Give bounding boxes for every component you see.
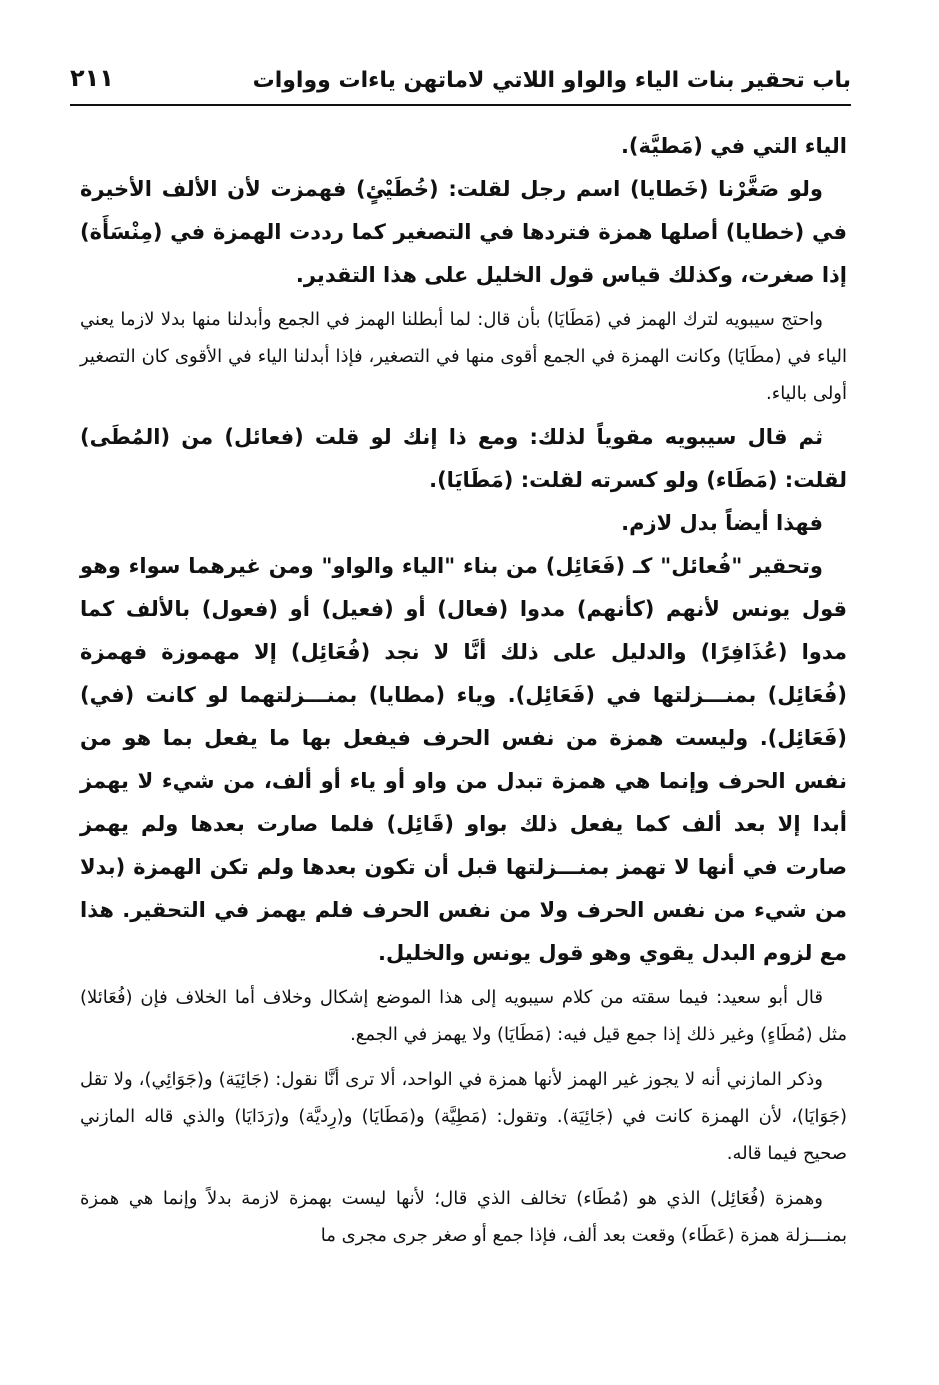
paragraph-7: قال أبو سعيد: فيما سقته من كلام سيبويه إلى هذا الموضع إشكال وخلاف أما الخلاف فإن (فُعَائلا) مثل (مُطَاءٍ) وغير ذلك إذا جمع قيل فيه: (مَطَايَا) ولا يهمز في الجمع. — [80, 987, 847, 1045]
paragraph-8: وذكر المازني أنه لا يجوز غير الهمز لأنها همزة في الواحد، ألا ترى أنَّا نقول: (جَائِيَة) و(جَوَائِي)، ولا تقل (جَوَايَا)، لأن الهمزة كانت في (جَائِيَة). وتقول: (مَطِيَّة) و(مَطَايَا) و(رِديَّة) و(رَدَايَا) والذي قاله المازني صحيح فيما قاله. — [80, 1069, 847, 1164]
paragraph-2: ولو صَغَّرْنا (خَطايا) اسم رجل لقلت: (خُطَيْئٍ) فهمزت لأن الألف الأخيرة في (خطايا) أصلها همزة فتردها في التصغير كما رددت الهمزة في (مِنْسَأَة) إذا صغرت، وكذلك قياس قول الخليل على هذا التقدير. — [80, 177, 847, 287]
paragraph-9: وهمزة (فُعَائِل) الذي هو (مُطَاء) تخالف الذي قال؛ لأنها ليست بهمزة لازمة بدلاً وإنما هي همزة بمنـــزلة همزة (عَطَاء) وقعت بعد ألف، فإذا جمع أو صغر جرى مجرى ما — [80, 1188, 847, 1246]
page-number: ٢١١ — [70, 64, 114, 92]
page-header — [70, 60, 851, 106]
paragraph-6: وتحقير "فُعائل" كـ (فَعَائِل) من بناء "الياء والواو" ومن غيرهما سواء وهو قول يونس لأنهم (كأنهم) مدوا (فعال) أو (فعيل) أو (فعول) بالألف كما مدوا (عُذَافِرًا) والدليل على ذلك أنَّا لا نجد (فُعَائِل) إلا مهموزة فهمزة (فُعَائِل) بمنـــزلتها في (فَعَائِل). وياء (مطايا) بمنـــزلتهما لو كانت (في) (فَعَائِل). وليست همزة من نفس الحرف فيفعل بها ما يفعل بما هو من نفس الحرف وإنما هي همزة تبدل من واو أو ياء أو ألف، من شيء لا يهمز أبدا إلا بعد ألف كما يفعل ذلك بواو (قَائِل) فلما صارت بعدها ولم يهمز صارت في أنها لا تهمز بمنـــزلتها قبل أن تكون بعدها ولم تكن الهمزة (بدلا من شيء من نفس الحرف ولا من نفس الحرف فلم يهمز في التحقير. هذا مع لزوم البدل يقوي وهو قول يونس والخليل. — [80, 554, 847, 965]
paragraph-4: ثم قال سيبويه مقوياً لذلك: ومع ذا إنك لو قلت (فعائل) من (المُطَى) لقلت: (مَطَاء) ولو كسرته لقلت: (مَطَايَا). — [80, 425, 847, 492]
paragraph-3: واحتج سيبويه لترك الهمز في (مَطَايَا) بأن قال: لما أبطلنا الهمز في الجمع وأبدلنا منها بدلا لازما يعني الياء في (مطَايَا) وكانت الهمزة في الجمع أقوى منها في التصغير، فإذا أبدلنا الياء في الأقوى كان التصغير أولى بالياء. — [80, 309, 847, 404]
page-body — [80, 125, 847, 1254]
running-title: باب تحقير بنات الياء والواو اللاتي لاماتهن ياءات وواوات — [252, 68, 851, 93]
paragraph-5: فهذا أيضاً بدل لازم. — [621, 511, 823, 535]
paragraph-1: الياء التي في (مَطيَّة). — [620, 134, 847, 158]
